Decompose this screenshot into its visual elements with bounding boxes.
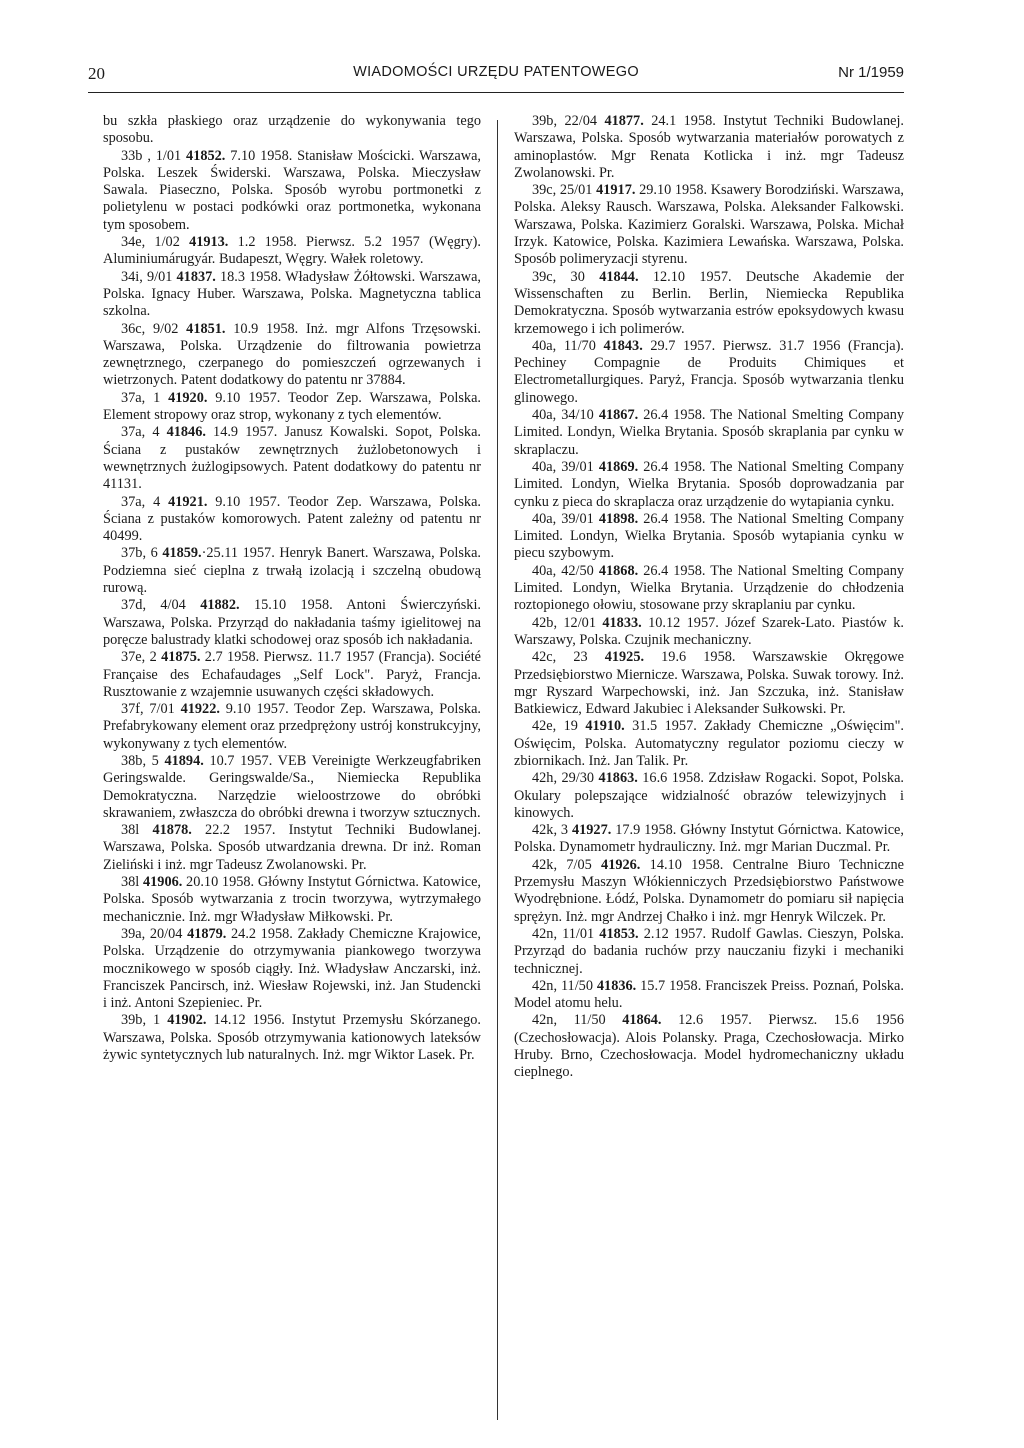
patent-entry <box>103 545 481 597</box>
entry-class: 38b, 5 <box>121 752 165 769</box>
entry-text: 16.6 1958. Zdzisław Rogacki. Sopot, Polska. Okulary polepszające widzialność obrazów telewizyjnych i kinowych. <box>514 770 905 821</box>
patent-number: 41879. <box>187 925 227 942</box>
entry-class: 37e, 2 <box>121 649 162 666</box>
patent-entry <box>103 597 481 649</box>
patent-entry <box>103 269 481 321</box>
entry-class: 40a, 39/01 <box>532 458 599 475</box>
patent-entry <box>103 701 481 753</box>
entry-class: 37a, 4 <box>121 493 169 510</box>
patent-number: 41843. <box>603 337 643 354</box>
entry-text: ·25.11 1957. Henryk Banert. Warszawa, Polska. Podziemna sieć cieplna z trwałą izolacją i szczelną obudową rurową. <box>103 545 481 597</box>
entry-class: 37d, 4/04 <box>121 597 201 614</box>
entry-text: 12.10 1957. Deutsche Akademie der Wissenschaften zu Berlin. Berlin, Niemiecka Republika Demokratyczna. Sposób wytwarzania estrów epoksydowych kwasu krzemowego i ich polimerów. <box>514 268 904 337</box>
patent-number: 41894. <box>164 752 204 769</box>
entry-text: 24.1 1958. Instytut Techniki Budowlanej. Warszawa, Polska. Sposób wytwarzania materiałów porowatych z aminoplastów. Mgr Renata Kotlicka i inż. mgr Tadeusz Zwolanowski. Pr. <box>514 113 905 181</box>
entry-text: 9.10 1957. Teodor Zep. Warszawa, Polska. Element stropowy oraz strop, wykonany z tych elementów. <box>103 389 481 424</box>
issue-number: Nr 1/1959 <box>838 64 904 81</box>
entry-text: 1.2 1958. Pierwsz. 5.2 1957 (Węgry). Aluminiumárugyár. Budapeszt, Węgry. Wałek roletowy. <box>103 234 481 268</box>
patent-number: 41910. <box>585 718 625 735</box>
entry-class: 39b, 1 <box>121 1012 168 1029</box>
patent-number: 41846. <box>166 424 206 441</box>
page-header <box>88 64 904 86</box>
entry-class: 36c, 9/02 <box>121 320 187 337</box>
patent-number: 41917. <box>596 182 636 199</box>
patent-entry <box>103 926 481 1012</box>
entry-text: 26.4 1958. The National Smelting Company Limited. Londyn, Wielka Brytania. Urządzenie do chłodzenia roztopionego ołowiu, stosowane przy skraplaniu par cynku. <box>514 562 904 614</box>
patent-number: 41836. <box>596 977 637 994</box>
entry-text: 19.6 1958. Warszawskie Okręgowe Przedsiębiorstwo Miernicze. Warszawa, Polska. Suwak torowy. Inż. mgr Ryszard Warpechowski, inż. Jan Szczuka, inż. Stanisław Batkiewicz, Edward Jakubiec i Aleksander Sułkowski. Pr. <box>514 649 904 718</box>
patent-number: 41868. <box>598 562 639 579</box>
entry-class: 40a, 42/50 <box>532 562 599 579</box>
patent-entry <box>103 822 481 874</box>
patent-entry <box>514 822 904 857</box>
entry-class: 42c, 23 <box>532 649 605 666</box>
patent-number: 41902. <box>167 1012 207 1029</box>
right-column <box>514 113 904 1082</box>
patent-number: 41852. <box>186 147 226 164</box>
entry-text: 29.7 1957. Pierwsz. 31.7 1956 (Francja). Pechiney Compagnie de Produits Chimiques et Electrometallurgiques. Paryż, Francja. Sposób wytwarzania tlenku glinowego. <box>514 337 904 406</box>
patent-number: 41877. <box>604 113 644 129</box>
entry-text: 22.2 1957. Instytut Techniki Budowlanej. Warszawa, Polska. Sposób utwardzania drewna. Dr inż. Roman Zieliński i inż. mgr Tadeusz Zwolanowski. Pr. <box>103 822 482 873</box>
patent-number: 41906. <box>143 874 183 891</box>
patent-number: 41927. <box>571 822 612 839</box>
entry-class: 38l <box>121 822 153 839</box>
entry-text: 2.12 1957. Rudolf Gawlas. Cieszyn, Polska. Przyrząd do badania ruchów przy nauczaniu fizyki i mechaniki technicznej. <box>514 925 904 977</box>
patent-number: 41869. <box>598 458 639 475</box>
entry-class: 42n, 11/01 <box>532 925 600 942</box>
entry-text: 15.10 1958. Antoni Świerczyński. Warszawa, Polska. Przyrząd do nakładania taśmy igielitowej na poręcze balustrady klatki schodowej oraz sposób ich nakładania. <box>103 597 481 648</box>
patent-entry <box>514 857 904 926</box>
entry-class: 42n, 11/50 <box>532 977 597 994</box>
entry-class: 37a, 4 <box>121 424 167 441</box>
patent-number: 41844. <box>599 268 639 285</box>
entry-class: bu szkła płaskiego oraz urządzenie do wykonywania tego sposobu. <box>103 113 481 147</box>
patent-entry <box>514 718 904 770</box>
patent-number: 41853. <box>599 925 639 942</box>
patent-entry <box>514 459 904 511</box>
entry-class: 37f, 7/01 <box>121 701 181 718</box>
entry-text: 26.4 1958. The National Smelting Company Limited. Londyn, Wielka Brytania. Sposób skraplania par cynku w skraplaczu. <box>514 407 904 458</box>
patent-entry <box>514 978 904 1013</box>
patent-entry <box>103 1012 481 1064</box>
entry-text: 31.5 1957. Zakłady Chemiczne „Oświęcim". Oświęcim, Polska. Automatyczny regulator poziomu cieczy w zbiornikach. Inż. Jan Talik. Pr. <box>514 718 904 769</box>
entry-text: 18.3 1958. Władysław Żółtowski. Warszawa, Polska. Ignacy Huber. Warszawa, Polska. Magnetyczna tablica szkolna. <box>103 268 481 320</box>
patent-entry <box>103 753 481 822</box>
patent-number: 41920. <box>168 389 208 406</box>
entry-class: 33b , 1/01 <box>121 147 187 164</box>
patent-entry <box>514 926 904 978</box>
entry-class: 34i, 9/01 <box>121 268 177 285</box>
entry-text: 14.9 1957. Janusz Kowalski. Sopot, Polska. Ściana z pustaków zewnętrznych żużlobetonowych i wewnętrznych żużlogipsowych. Patent dodatkowy do patentu nr 41131. <box>103 424 481 493</box>
entry-class: 42h, 29/30 <box>532 770 599 787</box>
entry-text: 26.4 1958. The National Smelting Company Limited. Londyn, Wielka Brytania. Sposób wytapiania cynku w piecu szybowym. <box>514 510 904 562</box>
entry-class: 34e, 1/02 <box>121 234 190 251</box>
patent-number: 41851. <box>186 320 226 337</box>
entry-text: 10.7 1957. VEB Vereinigte Werkzeugfabriken Geringswalde. Geringswalde/Sa., Niemiecka Republika Demokratyczna. Narzędzie wieloostrzowe do obróbki skrawaniem, zwłaszcza do obróbki drewna i tworzyw sztucznych. <box>103 752 481 821</box>
entry-class: 39c, 30 <box>532 268 600 285</box>
patent-entry <box>514 338 904 407</box>
page-number: 20 <box>88 64 105 83</box>
entry-class: 40a, 34/10 <box>532 407 599 424</box>
patent-number: 41913. <box>189 234 229 251</box>
patent-number: 41837. <box>176 268 216 285</box>
patent-number: 41921. <box>168 493 208 510</box>
patent-number: 41867. <box>598 407 639 424</box>
entry-text: 9.10 1957. Teodor Zep. Warszawa, Polska. Ściana z pustaków komorowych. Patent zależny od patentu nr 40499. <box>103 493 481 545</box>
patent-number: 41926. <box>601 856 641 873</box>
patent-number: 41898. <box>598 510 639 527</box>
column-divider <box>497 120 498 1420</box>
patent-entry <box>103 874 481 926</box>
entry-text: 15.7 1958. Franciszek Preiss. Poznań, Polska. Model atomu helu. <box>514 977 904 1012</box>
entry-class: 39b, 22/04 <box>532 113 605 129</box>
patent-number: 41922. <box>180 701 220 718</box>
patent-number: 41833. <box>602 614 642 631</box>
patent-entry <box>514 563 904 615</box>
patent-number: 41878. <box>152 822 192 839</box>
entry-text: 17.9 1958. Główny Instytut Górnictwa. Katowice, Polska. Dynamometr hydrauliczny. Inż. mgr Marian Duczmal. Pr. <box>514 822 904 856</box>
patent-entry <box>514 511 904 563</box>
entry-class: 42k, 7/05 <box>532 856 602 873</box>
entry-class: 42e, 19 <box>532 718 586 735</box>
entry-text: 12.6 1957. Pierwsz. 15.6 1956 (Czechosłowacja). Alois Polansky. Praga, Czechosłowacja. Mirko Hruby. Brno, Czechosłowacja. Model hydromechaniczny układu cieplnego. <box>514 1012 904 1081</box>
entry-class: 38l <box>121 874 143 891</box>
patent-number: 41925. <box>604 649 645 666</box>
entry-text: 20.10 1958. Główny Instytut Górnictwa. Katowice, Polska. Sposób wytwarzania z trocin tworzywa, wytrzymałego mechanicznie. Inż. mgr Władysław Miłkowski. Pr. <box>103 874 482 925</box>
entry-text: 14.10 1958. Centralne Biuro Techniczne Przemysłu Maszyn Włókienniczych Przedsiębiorstwo Państwowe Wyodrębnione. Łódź, Polska. Dynamometr do pomiaru sił napięcia sprężyn. Inż. mgr Andrzej Chałko i inż. mgr Henryk Wilczek. Pr. <box>514 856 904 925</box>
entry-class: 42k, 3 <box>532 822 572 839</box>
patent-entry <box>103 390 481 425</box>
patent-entry <box>514 113 904 182</box>
patent-entry <box>103 148 481 234</box>
patent-entry <box>514 770 904 822</box>
patent-number: 41875. <box>161 649 201 666</box>
entry-class: 37b, 6 <box>121 545 163 562</box>
patent-entry <box>103 321 481 390</box>
patent-entry <box>514 649 904 718</box>
entry-class: 39a, 20/04 <box>121 925 188 942</box>
patent-entry <box>514 1012 904 1081</box>
entry-text: 24.2 1958. Zakłady Chemiczne Krajowice, Polska. Urządzenie do otrzymywania piankowego tworzywa mocznikowego w sposób ciągły. Inż. Władysław Anczarski, inż. Franciszek Pancirsch, inż. Wiesław Rojewski, inż. Jan Studencki i inż. Antoni Szepieniec. Pr. <box>103 925 482 1012</box>
entry-class: 39c, 25/01 <box>532 182 597 199</box>
entry-class: 40a, 39/01 <box>532 510 599 527</box>
patent-entry <box>514 269 904 338</box>
journal-title: WIADOMOŚCI URZĘDU PATENTOWEGO <box>353 64 639 80</box>
patent-entry <box>103 494 481 546</box>
entry-class: 42n, 11/50 <box>532 1012 623 1029</box>
entry-class: 40a, 11/70 <box>532 337 604 354</box>
patent-entry <box>103 649 481 701</box>
patent-entry <box>514 615 904 650</box>
entry-class: 37a, 1 <box>121 389 169 406</box>
entry-text: 9.10 1957. Teodor Zep. Warszawa, Polska. Prefabrykowany element oraz przedprężony ustrój konstrukcyjny, wykonywany z tych elementów. <box>103 701 481 752</box>
patent-entry <box>103 113 481 148</box>
patent-entry <box>103 424 481 493</box>
patent-number: 41863. <box>598 770 638 787</box>
entry-text: 14.12 1956. Instytut Przemysłu Skórzanego. Warszawa, Polska. Sposób otrzymywania kationowych lateksów żywic syntetycznych lub naturalnych. Inż. mgr Wiktor Lasek. Pr. <box>103 1012 481 1064</box>
entry-class: 42b, 12/01 <box>532 614 603 631</box>
patent-number: 41882. <box>200 597 240 614</box>
left-column <box>103 113 481 1064</box>
patent-entry <box>514 407 904 459</box>
entry-text: 10.9 1958. Inż. mgr Alfons Trzęsowski. Warszawa, Polska. Urządzenie do filtrowania powietrza zewnętrznego, czerpanego do pomieszczeń ogrzewanych i wietrzonych. Patent dodatkowy do patentu nr 37884. <box>103 320 481 389</box>
entry-text: 29.10 1958. Ksawery Borodziński. Warszawa, Polska. Aleksy Rausch. Warszawa, Polska. Aleksander Falkowski. Warszawa, Polska. Kazimierz Goralski. Warszawa, Polska. Michał Irzyk. Katowice, Polska. Kazimiera Lewańska. Warszawa, Polska. Sposób polimeryzacji styrenu. <box>514 182 904 268</box>
patent-entry <box>103 234 481 269</box>
patent-entry <box>514 182 904 268</box>
patent-number: 41864. <box>622 1012 662 1029</box>
header-rule <box>88 92 904 93</box>
entry-text: 2.7 1958. Pierwsz. 11.7 1957 (Francja). Société Française des Echafaudages „Self Lock". Paryż, Francja. Rusztowanie z wzajemnie usuwanych części składowych. <box>103 649 482 700</box>
patent-number: 41859. <box>162 545 202 562</box>
entry-text: 26.4 1958. The National Smelting Company Limited. Londyn, Wielka Brytania. Sposób doprowadzania par cynku z pieca do skraplacza oraz urządzenie do wytapiania cynku. <box>514 458 904 510</box>
entry-text: 7.10 1958. Stanisław Mościcki. Warszawa, Polska. Leszek Świderski. Warszawa, Polska. Mieczysław Sawala. Piaseczno, Polska. Sposób wyrobu portmonetki z polietylenu w postaci podkówki oraz portmonetka, wykonana tym sposobem. <box>103 147 481 233</box>
entry-text: 10.12 1957. Józef Szarek-Lato. Piastów k. Warszawy, Polska. Czujnik mechaniczny. <box>514 614 904 648</box>
